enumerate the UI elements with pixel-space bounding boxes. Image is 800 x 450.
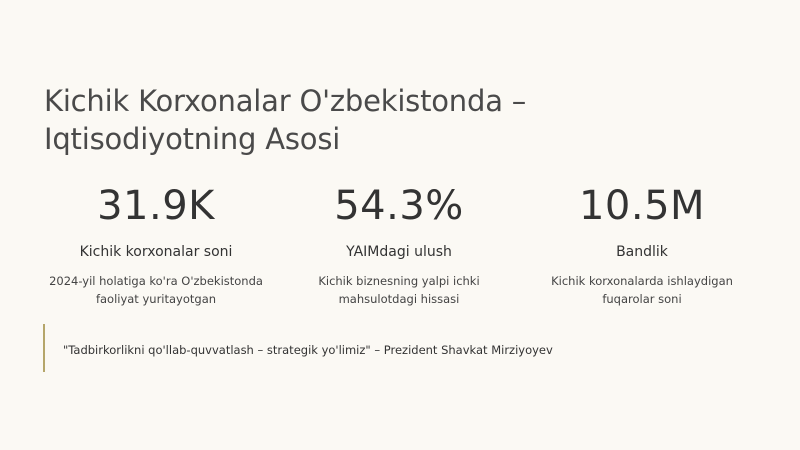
stat-label: YAIMdagi ulush [346,244,452,260]
stat-value: 31.9K [97,183,215,229]
stat-description: Kichik biznesning yalpi ichki mahsulotdagi hissasi [318,274,480,306]
stat-value: 54.3% [334,183,464,229]
stat-description: 2024-yil holatiga ko'ra O'zbekistonda faoliyat yuritayotgan [49,274,263,306]
slide-title: Kichik Korxonalar O'zbekistonda – Iqtisodiyotning Asosi [44,84,527,156]
stat-card-enterprises [36,178,276,308]
stat-description: Kichik korxonalarda ishlaydigan fuqarolar soni [551,274,733,306]
stat-value: 10.5M [578,183,706,229]
stat-label: Bandlik [616,244,668,260]
stat-card-employment [522,178,762,308]
quote-block [43,324,743,372]
quote-text: "Tadbirkorlikni qo'llab-quvvatlash – strategik yo'limiz" – Prezident Shavkat Mirziyoyev [63,343,553,357]
stat-label: Kichik korxonalar soni [79,244,233,260]
stat-card-gdp-share [279,178,519,308]
